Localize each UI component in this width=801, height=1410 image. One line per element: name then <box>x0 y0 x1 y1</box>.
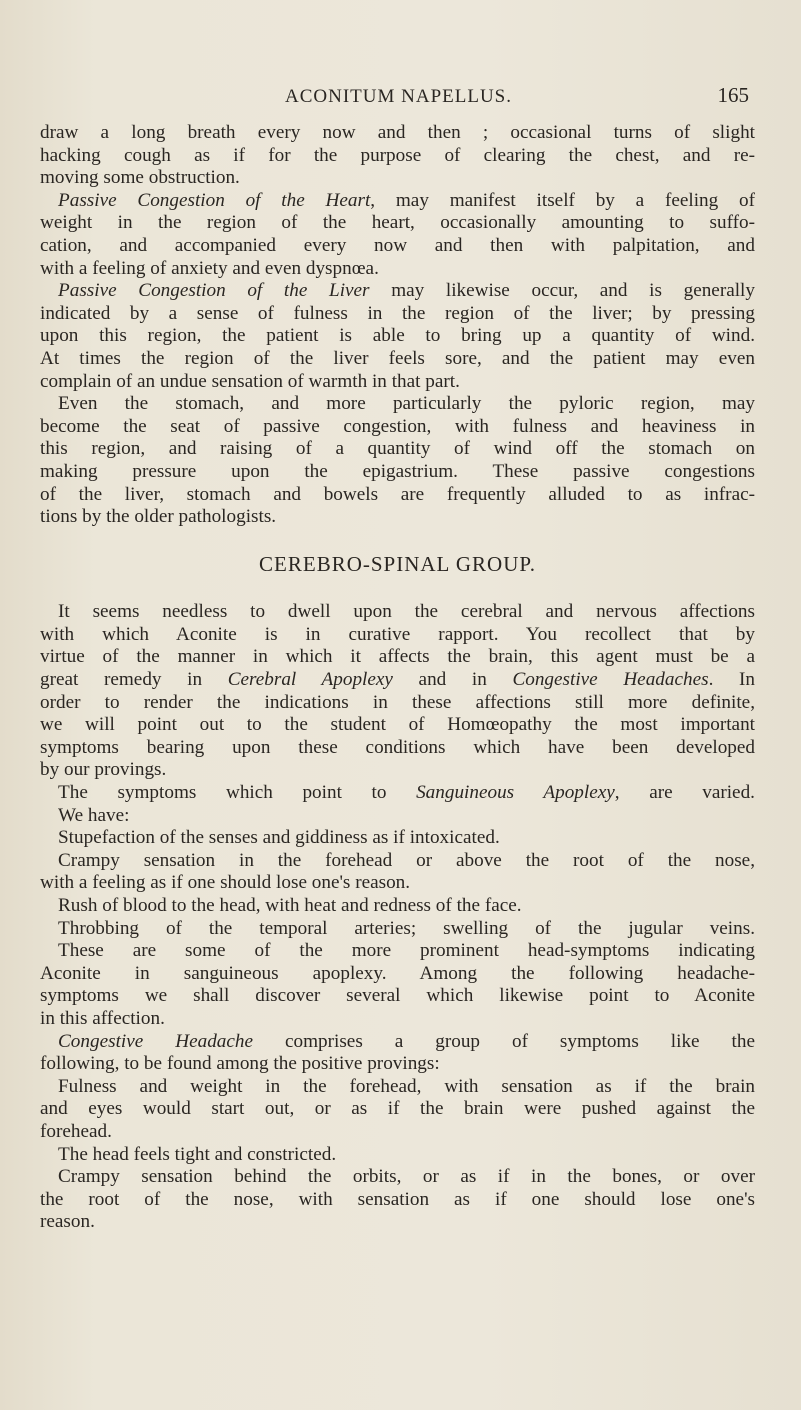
text-line: Aconite in sanguineous apoplexy. Among the following headache- <box>40 962 755 984</box>
text-line: We have: <box>58 804 130 826</box>
text-line: of the liver, stomach and bowels are frequently alluded to as infrac- <box>40 483 755 505</box>
section-heading: CEREBRO-SPINAL GROUP. <box>259 551 536 576</box>
text-line: The head feels tight and constricted. <box>58 1143 337 1165</box>
emphasis-text: Congestive Headache <box>58 1030 254 1052</box>
text-line: The symptoms which point to Sanguineous Apoplexy, are varied. <box>58 782 755 804</box>
text-line: moving some obstruction. <box>40 167 240 189</box>
text-line: At times the region of the liver feels sore, and the patient may even <box>40 347 755 369</box>
text-line: following, to be found among the positive provings: <box>40 1053 440 1075</box>
text-line: with a feeling of anxiety and even dyspnœa. <box>40 257 379 279</box>
text-line: making pressure upon the epigastrium. These passive congestions <box>40 460 755 482</box>
text-line: Even the stomach, and more particularly the pyloric region, may <box>58 393 755 415</box>
text-line: Congestive Headache comprises a group of symptoms like the <box>58 1030 755 1052</box>
text-line: symptoms we shall discover several which likewise point to Aconite <box>40 985 755 1007</box>
text-line: forehead. <box>40 1120 112 1142</box>
text-line: Crampy sensation behind the orbits, or as if in the bones, or over <box>58 1166 755 1188</box>
text-line: tions by the older pathologists. <box>40 506 277 528</box>
page-header <box>40 83 757 112</box>
text-line: Stupefaction of the senses and giddiness as if intoxicated. <box>58 827 500 849</box>
text-line: with which Aconite is in curative rapport. You recollect that by <box>40 623 755 645</box>
text-line: It seems needless to dwell upon the cerebral and nervous affections <box>58 601 755 623</box>
text-line: cation, and accompanied every now and then with palpitation, and <box>40 234 755 256</box>
text-line: Rush of blood to the head, with heat and redness of the face. <box>58 895 522 916</box>
text-line: we will point out to the student of Homœopathy the most important <box>40 714 755 736</box>
text-line: weight in the region of the heart, occasionally amounting to suffo- <box>40 212 755 234</box>
text-line: Throbbing of the temporal arteries; swelling of the jugular veins. <box>58 917 755 939</box>
text-line: symptoms bearing upon these conditions which have been developed <box>40 736 755 758</box>
emphasis-text: Passive Congestion of the Liver <box>58 280 370 302</box>
text-line: Passive Congestion of the Liver may likewise occur, and is generally <box>58 280 755 302</box>
text-line: indicated by a sense of fulness in the region of the liver; by pressing <box>40 302 755 324</box>
emphasis-text: Cerebral Apoplexy <box>227 669 393 691</box>
emphasis-text: Passive Congestion of the Heart <box>58 189 371 211</box>
text-line: great remedy in Cerebral Apoplexy and in Congestive Headaches. In <box>40 669 755 691</box>
text-line: by our provings. <box>40 759 167 781</box>
text-line: become the seat of passive congestion, with fulness and heaviness in <box>40 415 755 437</box>
text-line: in this affection. <box>40 1007 165 1029</box>
text-line: virtue of the manner in which it affects the brain, this agent must be a <box>40 646 755 668</box>
emphasis-text: Sanguineous Apoplexy <box>416 782 615 804</box>
text-line: These are some of the more prominent head-symptoms indicating <box>58 940 755 962</box>
text-line: this region, and raising of a quantity of wind off the stomach on <box>40 438 755 460</box>
text-line: with a feeling as if one should lose one's reason. <box>40 872 411 894</box>
text-line: upon this region, the patient is able to bring up a quantity of wind. <box>40 325 755 347</box>
text-line: and eyes would start out, or as if the brain were pushed against the <box>40 1098 755 1120</box>
text-line: complain of an undue sensation of warmth in that part. <box>40 370 460 392</box>
text-line: Passive Congestion of the Heart, may manifest itself by a feeling of <box>58 189 755 211</box>
page-number: 165 <box>717 83 749 107</box>
body-text <box>40 122 755 1234</box>
text-line: reason. <box>40 1211 95 1233</box>
text-line: Fulness and weight in the forehead, with sensation as if the brain <box>58 1075 755 1097</box>
text-line: hacking cough as if for the purpose of clearing the chest, and re- <box>40 144 755 166</box>
text-line: order to render the indications in these affections still more definite, <box>40 691 755 713</box>
emphasis-text: Congestive Headaches <box>512 669 709 691</box>
running-title: ACONITUM NAPELLUS. <box>285 86 512 107</box>
text-line: Crampy sensation in the forehead or above the root of the nose, <box>58 849 755 871</box>
text-line: the root of the nose, with sensation as if one should lose one's <box>40 1188 755 1210</box>
text-line: draw a long breath every now and then ; occasional turns of slight <box>40 122 755 143</box>
